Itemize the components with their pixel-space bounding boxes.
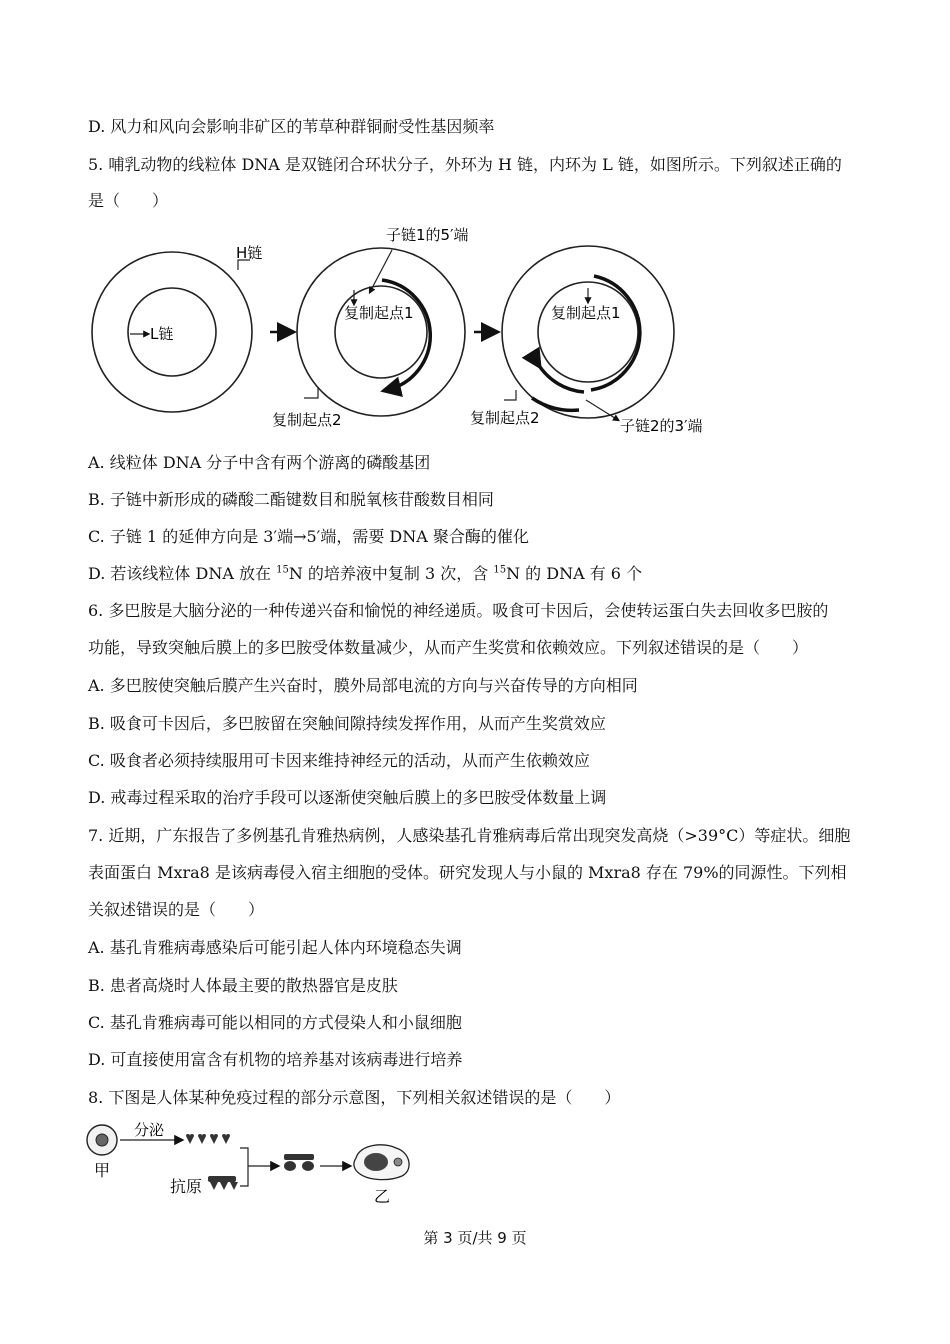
q5-option-d	[88, 563, 864, 585]
q7-option-c: C. 基孔肯雅病毒可能以相同的方式侵染人和小鼠细胞	[88, 1013, 462, 1032]
h-chain-label: H链	[236, 244, 263, 262]
origin-1-label-a: 复制起点1	[344, 304, 414, 322]
page-footer: 第 3 页/共 9 页	[423, 1229, 527, 1247]
dna-circle-3	[470, 246, 703, 435]
cell-yi-label: 乙	[374, 1187, 391, 1206]
daughter-strand-1	[382, 280, 430, 390]
q6-option-b: B. 吸食可卡因后，多巴胺留在突触间隙持续发挥作用，从而产生奖赏效应	[88, 714, 606, 733]
q6-option-c: C. 吸食者必须持续服用可卡因来维持神经元的活动，从而产生依赖效应	[88, 751, 590, 770]
daughter-strand-2	[538, 364, 584, 392]
q7-stem-line1: 7. 近期，广东报告了多例基孔肯雅热病例，人感染基孔肯雅病毒后常出现突发高烧（>39°C）等症状。细胞	[88, 826, 851, 845]
cell-jia-label: 甲	[94, 1161, 111, 1180]
origin-2-label-b: 复制起点2	[470, 409, 540, 427]
q5-stem-line1: 5. 哺乳动物的线粒体 DNA 是双链闭合环状分子，外环为 H 链，内环为 L 链，如图所示。下列叙述正确的	[88, 155, 842, 174]
dna-circle-2	[272, 226, 469, 429]
cell-yi	[354, 1145, 409, 1206]
q7-option-a: A. 基孔肯雅病毒感染后可能引起人体内环境稳态失调	[88, 938, 462, 957]
q5-d-text-3: N 的 DNA 有 6 个	[506, 564, 643, 583]
q4-option-d: D. 风力和风向会影响非矿区的苇草种群铜耐受性基因频率	[88, 117, 495, 136]
immune-process-figure	[84, 1118, 424, 1210]
q6-option-a: A. 多巴胺使突触后膜产生兴奋时，膜外局部电流的方向与兴奋传导的方向相同	[88, 676, 638, 695]
q7-stem-line2: 表面蛋白 Mxra8 是该病毒侵入宿主细胞的受体。研究发现人与小鼠的 Mxra8 存在 79%的同源性。下列相	[88, 863, 847, 882]
q6-stem-line1: 6. 多巴胺是大脑分泌的一种传递兴奋和愉悦的神经递质。吸食可卡因后，会使转运蛋白失去回收多巴胺的	[88, 601, 829, 620]
q5-d-text-1: D. 若该线粒体 DNA 放在	[88, 564, 277, 583]
q7-stem-line3: 关叙述错误的是（ ）	[88, 900, 265, 919]
antibodies	[186, 1134, 230, 1144]
q6-stem-line2: 功能，导致突触后膜上的多巴胺受体数量减少，从而产生奖赏和依赖效应。下列叙述错误的是（ ）	[88, 638, 809, 657]
daughter-2-3-end-label: 子链2的3′端	[620, 417, 703, 435]
dna-circle-1	[92, 244, 262, 412]
q5-option-b: B. 子链中新形成的磷酸二酯键数目和脱氧核苷酸数目相同	[88, 490, 494, 509]
antigen-icon	[208, 1176, 238, 1190]
antigen-antibody-complex	[284, 1154, 314, 1171]
origin-2-label-a: 复制起点2	[272, 411, 342, 429]
q5-stem-line2: 是（ ）	[88, 191, 169, 210]
q5-d-sup-1: 15	[276, 564, 289, 576]
origin-1-label-b: 复制起点1	[551, 304, 621, 322]
cell-jia	[87, 1125, 117, 1180]
l-chain-label: L链	[150, 325, 174, 343]
secrete-label: 分泌	[134, 1121, 165, 1139]
q6-option-d: D. 戒毒过程采取的治疗手段可以逐渐使突触后膜上的多巴胺受体数量上调	[88, 788, 607, 807]
q7-option-d: D. 可直接使用富含有机物的培养基对该病毒进行培养	[88, 1050, 463, 1069]
q5-option-a: A. 线粒体 DNA 分子中含有两个游离的磷酸基团	[88, 453, 431, 472]
q5-d-text-2: N 的培养液中复制 3 次，含	[288, 564, 494, 583]
antigen-label: 抗原	[170, 1177, 203, 1196]
q8-stem: 8. 下图是人体某种免疫过程的部分示意图，下列相关叙述错误的是（ ）	[88, 1088, 621, 1107]
q5-option-c: C. 子链 1 的延伸方向是 3′端→5′端，需要 DNA 聚合酶的催化	[88, 527, 529, 546]
q7-option-b: B. 患者高烧时人体最主要的散热器官是皮肤	[88, 976, 398, 995]
q5-d-sup-2: 15	[493, 564, 507, 576]
mtdna-replication-figure	[86, 220, 726, 440]
daughter-1-5-end-label: 子链1的5′端	[386, 226, 469, 244]
